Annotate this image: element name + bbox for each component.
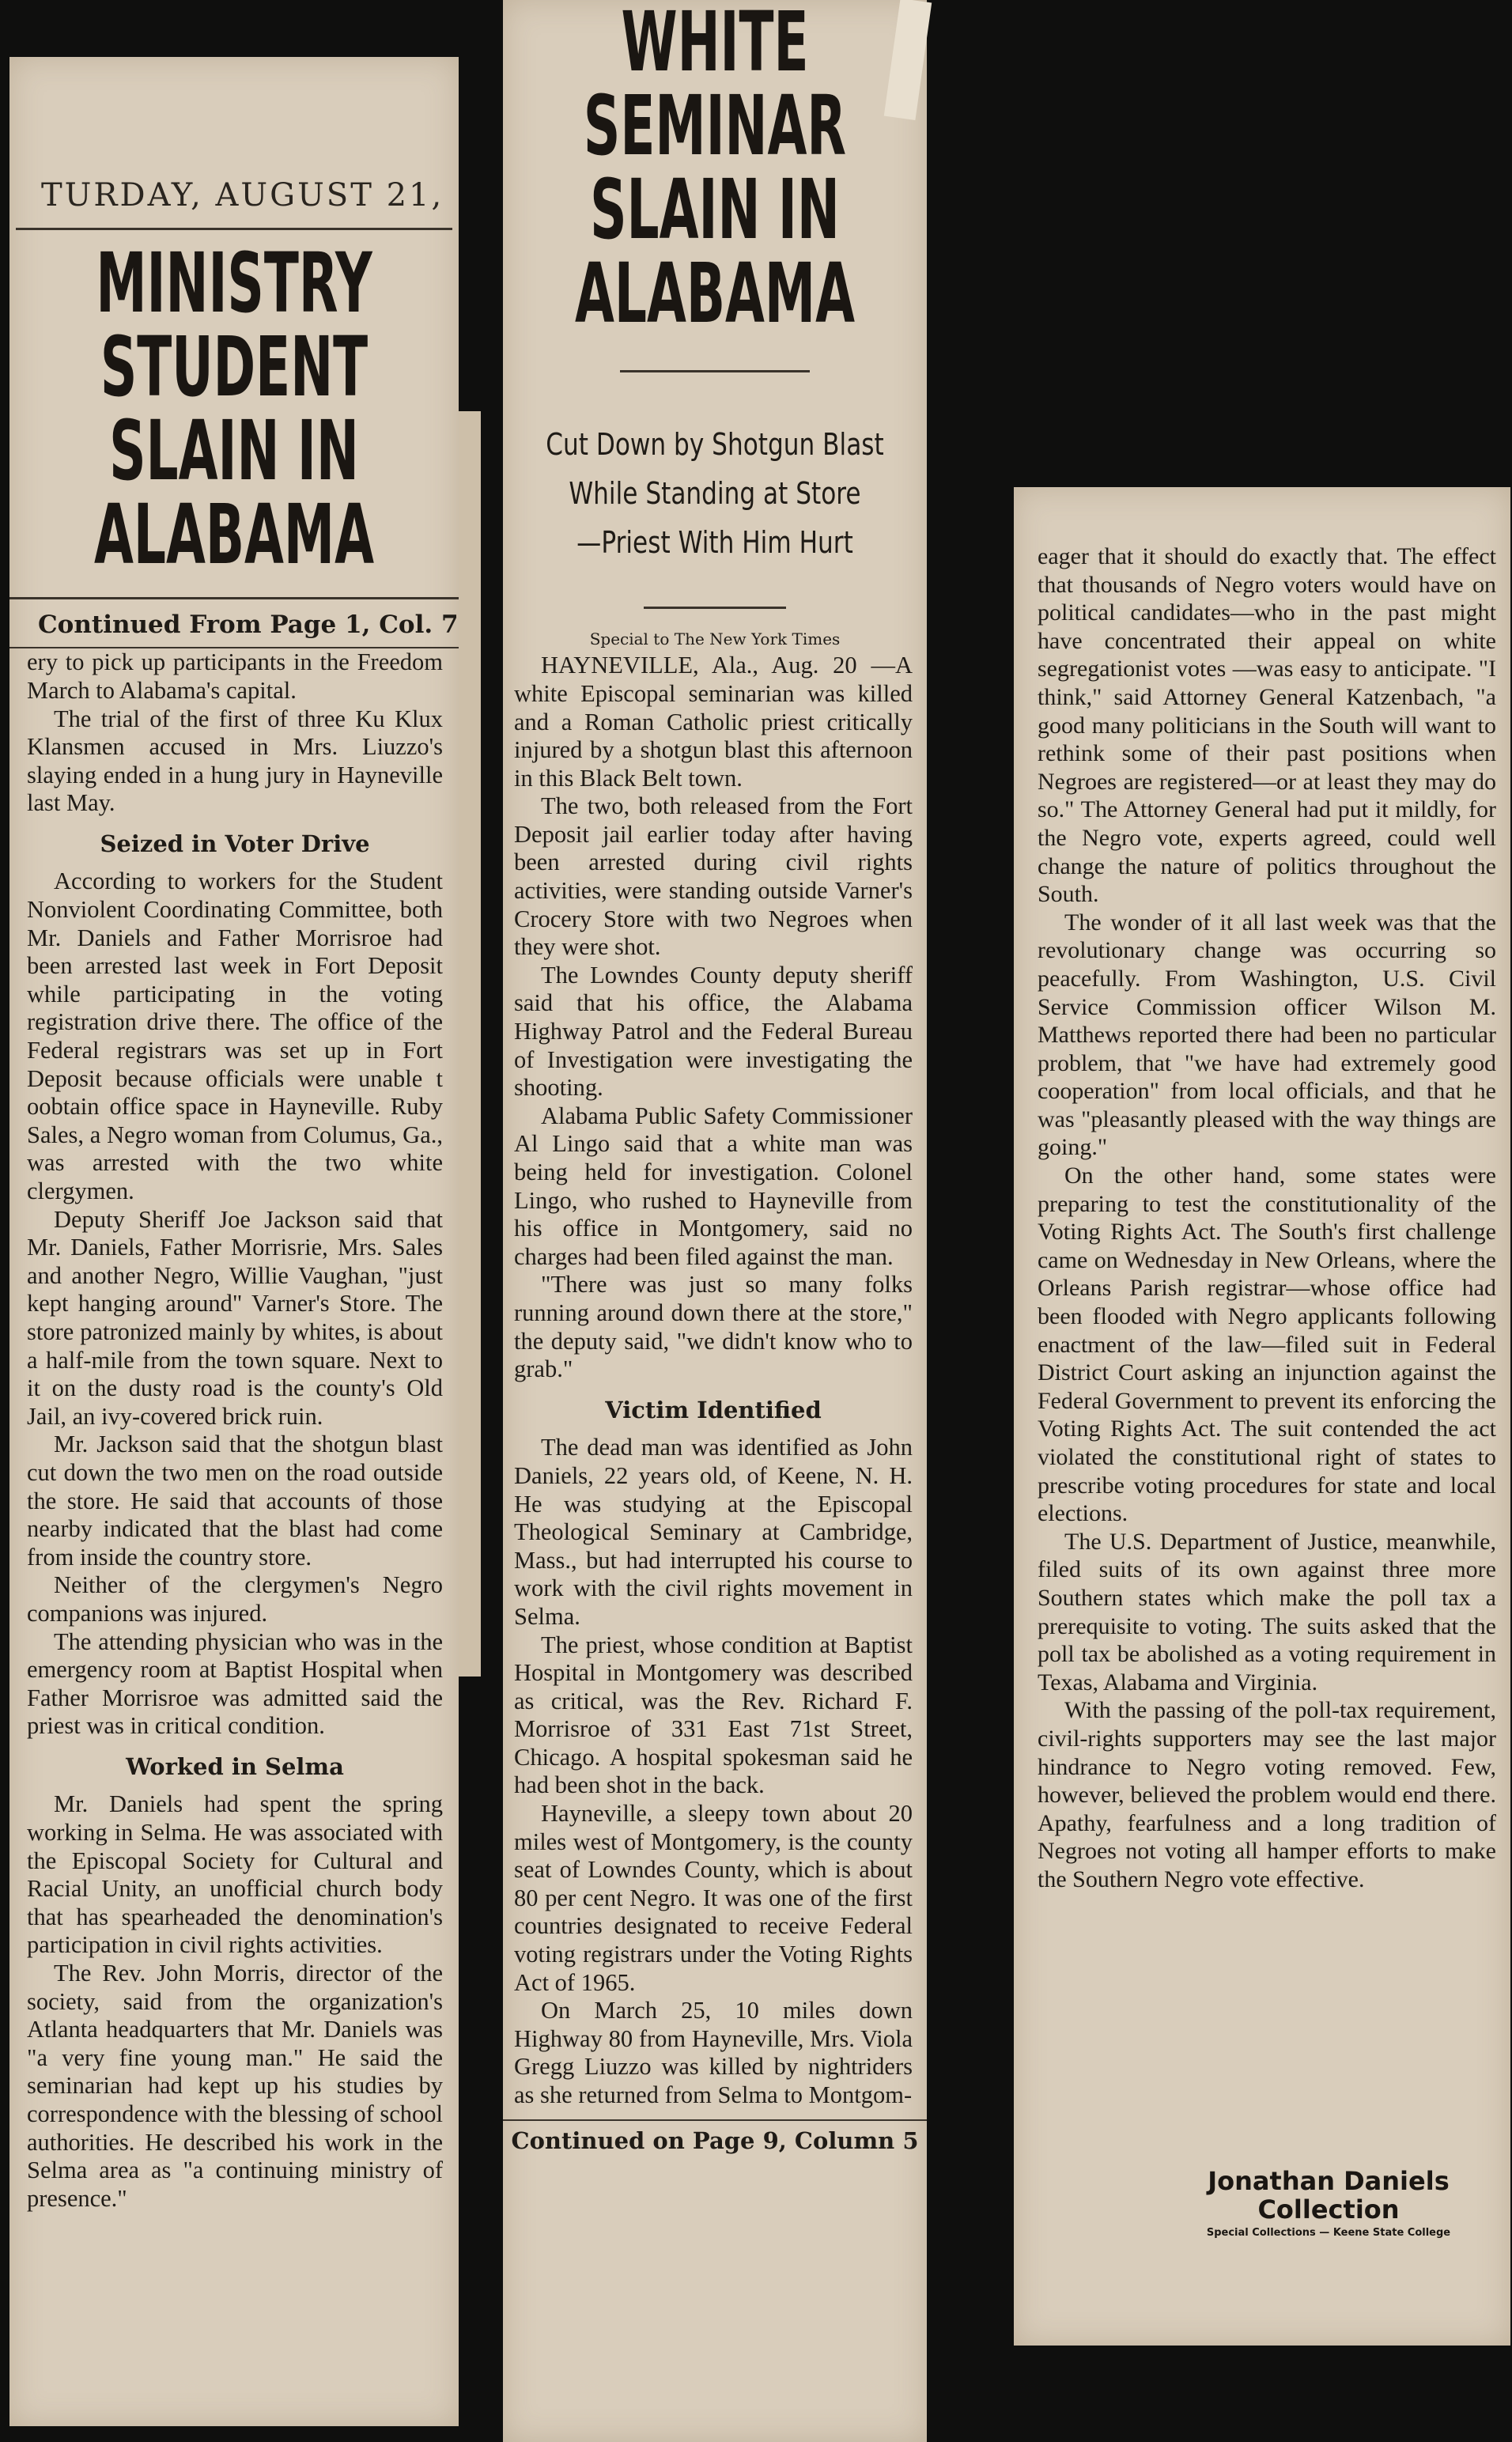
left-headline-line-2: SLAIN IN ALABAMA [93, 403, 375, 584]
left-headline-line-1: MINISTRY STUDENT [96, 235, 372, 416]
deck [503, 420, 927, 567]
middle-headline-line-2: SLAIN IN ALABAMA [574, 161, 856, 342]
left-headline [12, 235, 457, 584]
stamp-line-1: Jonathan Daniels [1208, 2166, 1450, 2196]
paragraph: Mr. Daniels had spent the spring working in Selma. He was associated with the Episcopal Society for Cultural and Racial Unity, an unofficial church body that has spearheaded the denomination's participation in civil rights activities. [27, 1790, 443, 1959]
adjacent-column-fragment [459, 411, 481, 1677]
left-article-body [9, 648, 459, 2213]
paragraph: According to workers for the Student Nonviolent Coordinating Committee, both Mr. Daniels and Father Morrisroe had been arrested last week in Fort Deposit while participating in the voting registration drive there. The office of the Federal registrars was set up in Fort Deposit because officials were unable t oobtain office space in Hayneville. Ruby Sales, a Negro woman from Columus, Ga., was arrested with the two white clergymen. [27, 868, 443, 1204]
paragraph: ery to pick up participants in the Freedom March to Alabama's capital. [27, 648, 443, 704]
byline-special: Special to The New York Times [589, 629, 841, 649]
paragraph: The U.S. Department of Justice, meanwhile, filed suits of its own against three more Southern states which make the poll tax a prerequisite to voting. The suits asked that the poll tax be abolished as a voting requirement in Texas, Alabama and Virginia. [1038, 1528, 1496, 1695]
paragraph: On March 25, 10 miles down Highway 80 from Hayneville, Mrs. Viola Gregg Liuzzo was killed by nightriders as she returned from Selma to Montgom- [514, 1997, 913, 2108]
right-article-body [1014, 487, 1510, 1894]
subhead-seized: Seized in Voter Drive [100, 830, 370, 857]
subhead-selma: Worked in Selma [126, 1752, 344, 1780]
paragraph: The trial of the first of three Ku Klux Klansmen accused in Mrs. Liuzzo's slaying ended in a hung jury in Hayneville last May. [27, 705, 443, 817]
dateline: TURDAY, AUGUST 21, [41, 177, 444, 214]
stamp-small: Special Collections — Keene State College [1206, 2227, 1451, 2239]
subhead-victim: Victim Identified [605, 1396, 822, 1423]
paragraph: Deputy Sheriff Joe Jackson said that Mr. Daniels, Father Morrisrie, Mrs. Sales and another Negro, Willie Vaughan, "just kept hanging around" Varner's Store. The store patronized mainly by whites, is about a half-mile from the town square. Next to it on the dusty road is the county's Old Jail, an ivy-covered brick ruin. [27, 1205, 443, 1430]
paragraph: The priest, whose condition at Baptist Hospital in Montgomery was described as critical, was the Rev. Richard F. Morrisroe of 331 East 71st Street, Chicago. A hospital spokesman said he had been shot in the back. [514, 1631, 913, 1799]
continued-on: Continued on Page 9, Column 5 [503, 2119, 927, 2154]
paragraph: Mr. Jackson said that the shotgun blast cut down the two men on the road outside the store. He said that accounts of those nearby indicated that the blast had come from inside the country store. [27, 1431, 443, 1571]
paragraph: Neither of the clergymen's Negro companions was injured. [27, 1571, 443, 1627]
paragraph: The two, both released from the Fort Deposit jail earlier today after having been arrested during civil rights activities, were standing outside Varner's Crocery Store with two Negroes when they were shot. [514, 792, 913, 961]
paragraph: "There was just so many folks running around down there at the store," the deputy said, "we didn't know who to grab." [514, 1271, 913, 1383]
collection-stamp [1155, 2167, 1503, 2239]
dateline-rule [16, 228, 452, 230]
left-clipping [9, 57, 459, 2426]
paragraph: The wonder of it all last week was that the revolutionary change was occurring so peacefully. From Washington, U.S. Civil Service Commission officer Wilson M. Matthews reported there had been no particular problem, that "we have had extremely good cooperation" from local officials, and that he was "pleasantly pleased with the way things are going." [1038, 909, 1496, 1161]
paragraph: With the passing of the poll-tax requirement, civil-rights supporters may see the last major hindrance to Negro voting removed. Few, however, believed the problem would end there. Apathy, fearfulness and a long tradition of Negroes not voting all hamper efforts to make the Southern Negro vote effective. [1038, 1697, 1496, 1892]
stamp-line-2: Collection [1257, 2194, 1400, 2225]
deck-line-1: Cut Down by Shotgun Blast [546, 427, 884, 463]
deck-line-3: —Priest With Him Hurt [576, 525, 853, 561]
paragraph: Alabama Public Safety Commissioner Al Lingo said that a white man was being held for investigation. Colonel Lingo, who rushed to Hayneville from his office in Montgomery, said no charges had been filed against the man. [514, 1102, 913, 1270]
paragraph: Hayneville, a sleepy town about 20 miles west of Montgomery, is the county seat of Lowndes County, which is about 80 per cent Negro. It was one of the first countries designated to receive Federal voting registrars under the Voting Rights Act of 1965. [514, 1800, 913, 1996]
paragraph: On the other hand, some states were preparing to test the constitutionality of the Voting Rights Act. The South's first challenge came on Wednesday in New Orleans, where the Orleans Parish registrar—whose office had been flooded with Negro applicants following enactment of the law—filed suit in Federal District Court asking an injunction against the Federal Government to prevent its enforcing the Voting Rights Act. The suit contended the act violated the constitutional right of states to prescribe voting procedures for state and local elections. [1038, 1162, 1496, 1527]
headline-rule [620, 370, 810, 372]
paragraph: The Rev. John Morris, director of the society, said from the organization's Atlanta headquarters that Mr. Daniels was "a very fine young man." He said the seminarian had kept up his studies by correspondence with the blessing of school authorities. He described his work in the Selma area as "a continuing ministry of presence." [27, 1960, 443, 2212]
paragraph: The Lowndes County deputy sheriff said that his office, the Alabama Highway Patrol and the Federal Bureau of Investigation were investigating the shooting. [514, 961, 913, 1102]
middle-headline-line-1: WHITE SEMINAR [583, 0, 847, 175]
paragraph: The attending physician who was in the emergency room at Baptist Hospital when Father Morrisroe was admitted said the priest was in critical condition. [27, 1627, 443, 1740]
right-clipping [1014, 487, 1510, 2346]
middle-headline [505, 0, 925, 342]
deck-rule [644, 607, 786, 609]
middle-article-body [503, 652, 927, 2109]
continued-from: Continued From Page 1, Col. 7 [9, 597, 459, 648]
paragraph: eager that it should do exactly that. The effect that thousands of Negro voters would have on political candidates—who in the past might have concentrated their appeal on white segregationist votes —was easy to anticipate. "I think," said Attorney General Katzenbach, "a good many politicians in the South will want to rethink some of their past positions when Negroes are registered—or at least they may do so." The Attorney General had put it mildly, for the Negro vote, experts agreed, could well change the nature of politics throughout the South. [1038, 543, 1496, 908]
paragraph: HAYNEVILLE, Ala., Aug. 20 —A white Episcopal seminarian was killed and a Roman Catholic priest critically injured by a shotgun blast this afternoon in this Black Belt town. [514, 652, 913, 792]
deck-line-2: While Standing at Store [569, 476, 861, 512]
paragraph: The dead man was identified as John Daniels, 22 years old, of Keene, N. H. He was studying at the Episcopal Theological Seminary at Cambridge, Mass., but had interrupted his course to work with the civil rights movement in Selma. [514, 1434, 913, 1630]
middle-clipping [503, 0, 927, 2442]
